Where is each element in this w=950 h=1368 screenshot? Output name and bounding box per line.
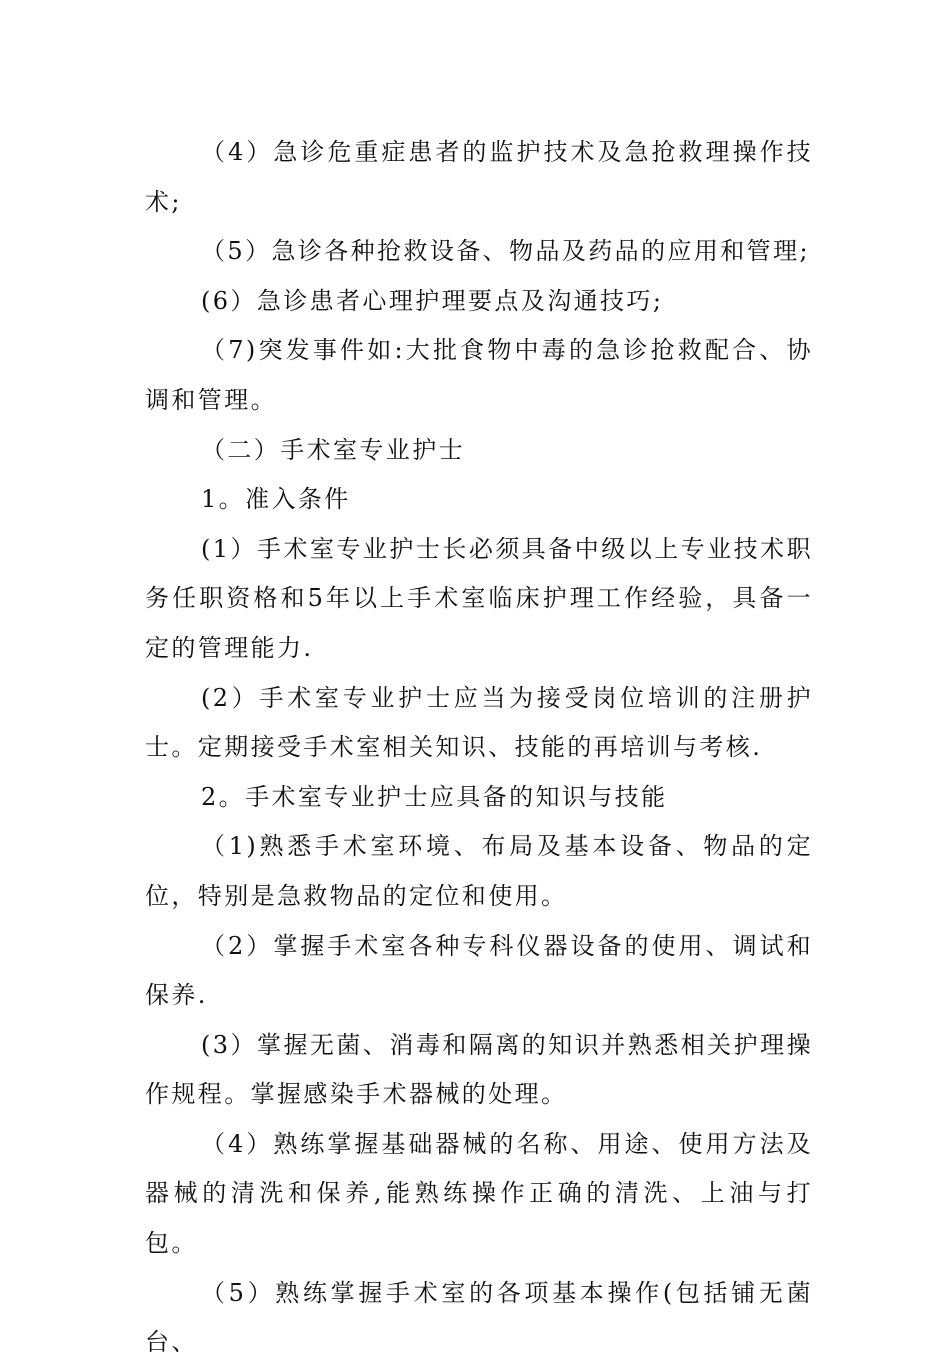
subheading-admission-conditions: 1。准入条件: [201, 485, 351, 514]
paragraph-instrument-usage: （2）掌握手术室各种专科仪器设备的使用、调试和保养.: [145, 931, 813, 1010]
subheading-knowledge-skills: 2。手术室专业护士应具备的知识与技能: [201, 782, 668, 811]
paragraph-nurse-training: (2）手术室专业护士应当为接受岗位培训的注册护士。定期接受手术室相关知识、技能的再培训与考核.: [145, 683, 813, 762]
paragraph-basic-operations: （5）熟练掌握手术室的各项基本操作(包括铺无菌台、: [145, 1278, 813, 1357]
paragraph-basic-instruments: （4）熟练掌握基础器械的名称、用途、使用方法及器械的清洗和保养,能熟练操作正确的清洗、上油与打包。: [145, 1129, 813, 1258]
paragraph-sudden-events: （7)突发事件如:大批食物中毒的急诊抢救配合、协调和管理。: [145, 336, 813, 414]
paragraph-emergency-equipment: （5）急诊各种抢救设备、物品及药品的应用和管理;: [201, 237, 810, 266]
section-heading-or-nurse: （二）手术室专业护士: [201, 435, 465, 464]
paragraph-sterile-disinfection: (3）掌握无菌、消毒和隔离的知识并熟悉相关护理操作规程。掌握感染手术器械的处理。: [145, 1030, 813, 1109]
paragraph-environment-layout: （1)熟悉手术室环境、布局及基本设备、物品的定位，特别是急救物品的定位和使用。: [145, 832, 813, 910]
document-body: [145, 128, 813, 1368]
paragraph-psychological-care: (6）急诊患者心理护理要点及沟通技巧;: [201, 286, 664, 315]
paragraph-head-nurse-requirements: (1）手术室专业护士长必须具备中级以上专业技术职务任职资格和5年以上手术室临床护理工作经验，具备一定的管理能力.: [145, 534, 813, 662]
paragraph-emergency-monitoring: （4）急诊危重症患者的监护技术及急抢救理操作技术;: [145, 138, 813, 216]
